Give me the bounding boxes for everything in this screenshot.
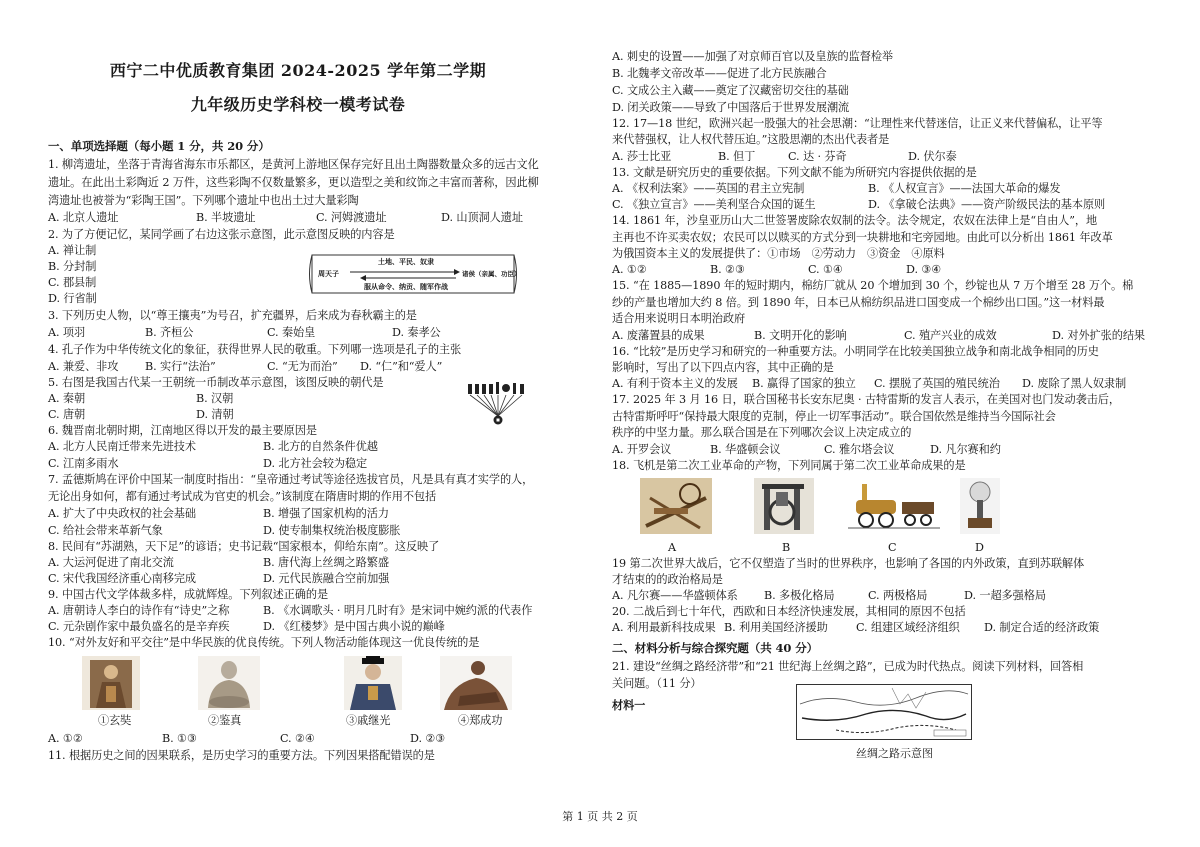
question-16-text: 16. “比较”是历史学习和研究的一种重要方法。小明同学在比较美国独立战争和南北战争相同的历史 <box>612 345 1099 358</box>
option: D. 北方社会较为稳定 <box>263 457 368 470</box>
section-heading-1: 一、单项选择题（每小题 1 分，共 20 分） <box>48 139 270 153</box>
image-caption: ③戚继光 <box>346 714 391 727</box>
option: B. 《水调歌头 · 明月几时有》是宋词中婉约派的代表作 <box>263 604 533 617</box>
question-4-text: 4. 孔子作为中华传统文化的象征，获得世界人民的敬重。下列哪一选项是孔子的主张 <box>48 343 462 356</box>
map-caption: 丝绸之路示意图 <box>856 747 933 760</box>
option: D. 废除了黑人奴隶制 <box>1022 377 1127 390</box>
option: D. 对外扩张的结果 <box>1052 329 1145 342</box>
option: D. 闭关政策——导致了中国落后于世界发展潮流 <box>612 101 850 114</box>
zheng-chenggong-image <box>440 656 512 710</box>
option: A. 唐朝诗人李白的诗作有“诗史”之称 <box>48 604 230 617</box>
image-caption: D <box>975 541 984 554</box>
question-11-text: 11. 根据历史之间的因果联系，是历史学习的重要方法。下列因果搭配错误的是 <box>48 749 435 762</box>
question-12-text: 来代替强权，让人权代替压迫。”这股思潮的杰出代表者是 <box>612 133 890 146</box>
option: B. 汉朝 <box>196 392 234 405</box>
diagram-top-label: 土地、平民、奴隶 <box>378 257 434 266</box>
option: C. 两极格局 <box>868 589 928 602</box>
feudal-system-diagram <box>306 252 520 296</box>
exam-title-line1: 西宁二中优质教育集团 2024-2025 学年第二学期 <box>109 61 487 80</box>
option: D. 秦孝公 <box>392 326 441 339</box>
question-7-text: 无论出身如何，都有通过考试成为官吏的机会。”该制度在隋唐时期的作用不包括 <box>48 490 437 503</box>
option: D. 《拿破仑法典》——资产阶级民法的基本原则 <box>868 198 1106 211</box>
question-6-text: 6. 魏晋南北朝时期，江南地区得以开发的最主要原因是 <box>48 424 317 437</box>
diagram-bottom-label: 服从命令、纳贡、随军作战 <box>364 282 448 291</box>
question-17-text: 秩序的中坚力量。那么联合国是在下列哪次会议上决定成立的 <box>612 426 912 439</box>
option: B. 实行“法治” <box>145 360 216 373</box>
page-footer: 第 1 页 共 2 页 <box>562 810 638 823</box>
question-1-text: 湾遗址也被誉为“彩陶王国”。下列哪个遗址中也出土过大量彩陶 <box>48 194 359 207</box>
option: A. 有利于资本主义的发展 <box>612 377 738 390</box>
image-caption: A <box>668 541 676 554</box>
option: A. 《权利法案》——英国的君主立宪制 <box>612 182 805 195</box>
option: B. 唐代海上丝绸之路繁盛 <box>263 556 389 569</box>
diagram-left-label: 周天子 <box>318 269 339 278</box>
question-10-text: 10. “对外友好和平交往”是中华民族的优良传统。下列人物活动能体现这一优良传统的是 <box>48 636 480 649</box>
question-2-text: 2. 为了方便记忆，某同学画了右边这张示意图，此示意图反映的内容是 <box>48 228 395 241</box>
image-caption: ④郑成功 <box>458 714 503 727</box>
option: C. 《独立宣言》——美利坚合众国的诞生 <box>612 198 816 211</box>
section-heading-2: 二、材料分析与综合探究题（共 40 分） <box>612 641 819 655</box>
option: B. 利用美国经济援助 <box>724 621 828 634</box>
option: C. 文成公主入藏——奠定了汉藏密切交往的基础 <box>612 84 849 97</box>
option: C. ①④ <box>808 263 843 276</box>
option: C. 元杂剧作家中最负盛名的是辛弃疾 <box>48 620 230 633</box>
question-19-text: 才结束的的政治格局是 <box>612 573 723 586</box>
option: A. 利用最新科技成果 <box>612 621 716 634</box>
option: C. 秦始皇 <box>267 326 316 339</box>
option: C. 雅尔塔会议 <box>824 443 895 456</box>
question-14-text: 为俄国资本主义的发展提供了：①市场 ②劳动力 ③资金 ④原料 <box>612 247 945 260</box>
option: A. 凡尔赛——华盛顿体系 <box>612 589 738 602</box>
question-1-text: 1. 柳湾遗址，坐落于青海省海东市乐都区，是黄河上游地区保存完好且出土陶器数量众多的远古文化 <box>48 158 539 171</box>
option: D. 制定合适的经济政策 <box>984 621 1100 634</box>
question-18-text: 18. 飞机是第二次工业革命的产物，下列同属于第二次工业革命成果的是 <box>612 459 966 472</box>
option: A. 莎士比亚 <box>612 150 672 163</box>
option: A. 禅让制 <box>48 244 97 257</box>
option: B. ①③ <box>162 732 197 745</box>
option: A. 刺史的设置——加强了对京师百官以及皇族的监督检举 <box>612 50 893 63</box>
question-13-text: 13. 文献是研究历史的重要依据。下列文献不能为所研究内容提供依据的是 <box>612 166 977 179</box>
option: A. 北方人民南迁带来先进技术 <box>48 440 196 453</box>
question-21-text: 关问题。（11 分） <box>612 677 702 690</box>
option: C. 达 · 芬奇 <box>788 150 847 163</box>
option: D. ②③ <box>410 732 446 745</box>
electric-light-image <box>960 478 1000 534</box>
option: D. 行省制 <box>48 292 97 305</box>
jianzhen-image <box>198 656 260 710</box>
option: B. 北魏孝文帝改革——促进了北方民族融合 <box>612 67 827 80</box>
question-17-text: 17. 2025 年 3 月 16 日，联合国秘书长安东尼奥 · 古特雷斯的发言人表示，在美国对也门发动袭击后， <box>612 393 1120 406</box>
option: B. 但丁 <box>718 150 756 163</box>
option: B. ②③ <box>710 263 745 276</box>
question-5-text: 5. 右图是我国古代某一王朝统一币制改革示意图，该图反映的朝代是 <box>48 376 384 389</box>
option: B. 分封制 <box>48 260 97 273</box>
option: A. 扩大了中央政权的社会基础 <box>48 507 196 520</box>
silk-road-map <box>796 684 972 740</box>
option: A. 开罗会议 <box>612 443 672 456</box>
question-21-text: 21. 建设“丝绸之路经济带”和“21 世纪海上丝绸之路”，已成为时代热点。阅读下列材料，回答相 <box>612 660 1084 673</box>
option: A. 项羽 <box>48 326 86 339</box>
image-caption: ②鉴真 <box>208 714 242 727</box>
option: A. ①② <box>48 732 83 745</box>
option: B. 半坡遗址 <box>196 211 256 224</box>
question-14-text: 主再也不许买卖农奴；农民可以以赎买的方式分到一块耕地和宅旁园地。由此可以分析出 1861 年改革 <box>612 231 1113 244</box>
image-caption: ①玄奘 <box>98 714 132 727</box>
option: A. 秦朝 <box>48 392 86 405</box>
option: B. 增强了国家机构的活力 <box>263 507 389 520</box>
option: D. ③④ <box>906 263 942 276</box>
option: C. 唐朝 <box>48 408 86 421</box>
option: C. 河姆渡遗址 <box>316 211 387 224</box>
option: D. 一超多强格局 <box>964 589 1046 602</box>
option: C. 郡县制 <box>48 276 97 289</box>
option: D. 凡尔赛和约 <box>930 443 1001 456</box>
option: D. “仁”和“爱人” <box>360 360 443 373</box>
question-9-text: 9. 中国古代文学体裁多样，成就辉煌。下列叙述正确的是 <box>48 588 329 601</box>
option: A. ①② <box>612 263 647 276</box>
steam-engine-image <box>754 478 814 534</box>
option: D. 元代民族融合空前加强 <box>263 572 390 585</box>
question-12-text: 12. 17—18 世纪，欧洲兴起一股强大的社会思潮：“让理性来代替迷信，让正义来代替偏私，让平等 <box>612 117 1103 130</box>
spinning-wheel-image <box>640 478 712 534</box>
question-7-text: 7. 孟德斯鸠在评价中国某一制度时指出：“皇帝通过考试等途径选拔官员，凡是具有真才实学的人， <box>48 473 534 486</box>
option: B. 多极化格局 <box>764 589 835 602</box>
question-17-text: 古特雷斯呼吁“保持最大限度的克制，停止一切军事活动”。联合国依然是维持当今国际社会 <box>612 410 1056 423</box>
exam-title-line2: 九年级历史学科校一模考试卷 <box>190 95 406 114</box>
qi-jiguang-image <box>344 656 402 710</box>
option: C. 组建区域经济组织 <box>856 621 960 634</box>
option: B. 赢得了国家的独立 <box>752 377 856 390</box>
question-16-text: 影响时，写出了以下四点内容，其中正确的是 <box>612 361 834 374</box>
locomotive-image <box>848 478 940 534</box>
option: D. 伏尔泰 <box>908 150 957 163</box>
option: B. 文明开化的影响 <box>754 329 847 342</box>
option: B. 《人权宣言》——法国大革命的爆发 <box>868 182 1061 195</box>
option: C. 给社会带来革新气象 <box>48 524 163 537</box>
coin-unification-diagram <box>466 378 536 426</box>
image-caption: B <box>782 541 791 554</box>
option: D. 山顶洞人遗址 <box>441 211 523 224</box>
option: D. 《红楼梦》是中国古典小说的巅峰 <box>263 620 445 633</box>
question-20-text: 20. 二战后到七十年代，西欧和日本经济快速发展，其相同的原因不包括 <box>612 605 966 618</box>
option: A. 兼爱、非攻 <box>48 360 119 373</box>
question-8-text: 8. 民间有“苏湖熟，天下足”的谚语；史书记载“国家根本，仰给东南”。这反映了 <box>48 540 440 553</box>
option: C. ②④ <box>280 732 315 745</box>
option: D. 清朝 <box>196 408 234 421</box>
image-caption: C <box>888 541 897 554</box>
question-3-text: 3. 下列历史人物，以“尊王攘夷”为号召，扩充疆界，后来成为春秋霸主的是 <box>48 309 417 322</box>
question-19-text: 19 第二次世界大战后，它不仅塑造了当时的世界秩序，也影响了各国的内外政策，直到苏联解体 <box>612 557 1085 570</box>
material-label: 材料一 <box>612 698 646 712</box>
question-15-text: 适合用来说明日本明治政府 <box>612 312 746 325</box>
question-14-text: 14. 1861 年，沙皇亚历山大二世签署废除农奴制的法令。法令规定，农奴在法律上是“自由人”，地 <box>612 214 1098 227</box>
option: D. 使专制集权统治极度膨胀 <box>263 524 401 537</box>
option: C. “无为而治” <box>267 360 338 373</box>
option: A. 大运河促进了南北交流 <box>48 556 174 569</box>
option: B. 华盛顿会议 <box>710 443 781 456</box>
option: A. 废藩置县的成果 <box>612 329 705 342</box>
option: C. 宋代我国经济重心南移完成 <box>48 572 197 585</box>
diagram-right-label: 诸侯（亲属、功臣） <box>462 270 521 278</box>
question-15-text: 纱的产量也增加大约 8 倍。到 1890 年，日本已从棉纺织品进口国变成一个棉纱出口国。”这一材料最 <box>612 296 1105 309</box>
option: A. 北京人遗址 <box>48 211 119 224</box>
option: C. 摆脱了英国的殖民统治 <box>874 377 1000 390</box>
option: B. 齐桓公 <box>145 326 194 339</box>
question-15-text: 15. “在 1885—1890 年的短时期内，棉纺厂就从 20 个增加到 30 个，纱锭也从 7 万个增至 28 万个。棉 <box>612 279 1134 292</box>
xuanzang-image <box>82 656 140 710</box>
option: B. 北方的自然条件优越 <box>263 440 378 453</box>
option: C. 殖产兴业的成效 <box>904 329 997 342</box>
question-1-text: 遗址。在此出土彩陶近 2 万件，这些彩陶不仅数量繁多，更以造型之美和纹饰之丰富而著称，因此柳 <box>48 176 539 189</box>
option: C. 江南多雨水 <box>48 457 119 470</box>
